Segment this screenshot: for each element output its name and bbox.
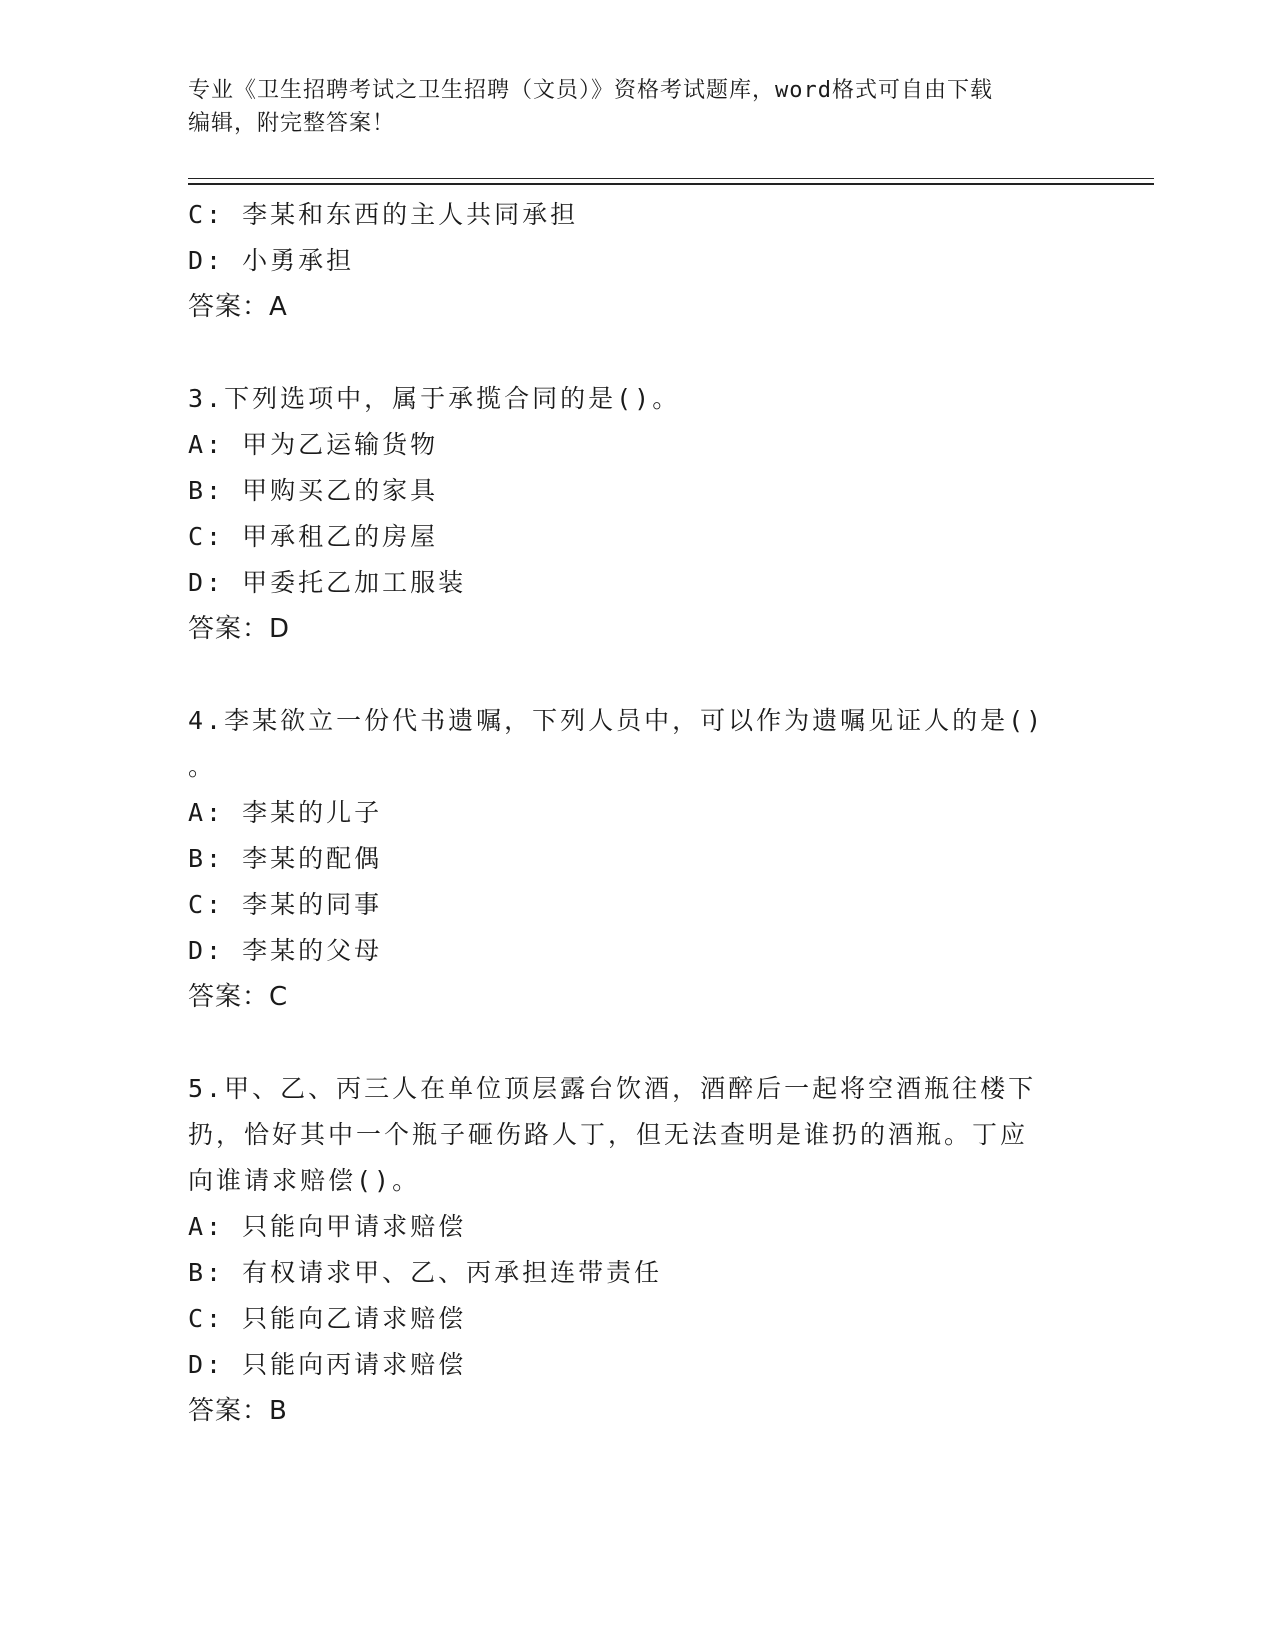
question-stem-line-1: 5.甲、乙、丙三人在单位顶层露台饮酒，酒醉后一起将空酒瓶往楼下 — [188, 1074, 1037, 1103]
question-4 — [188, 698, 1068, 1020]
spacer — [188, 652, 1068, 698]
option-d: D: 李某的父母 — [188, 936, 383, 965]
answer-line: 答案：C — [188, 982, 289, 1012]
option-c: C: 甲承租乙的房屋 — [188, 522, 439, 551]
question-stem-line-2: 扔，恰好其中一个瓶子砸伤路人丁，但无法查明是谁扔的酒瓶。丁应 — [188, 1120, 1029, 1149]
question-stem: 3.下列选项中，属于承揽合同的是()。 — [188, 384, 681, 413]
header-divider-thin — [188, 178, 1154, 179]
document-header — [188, 74, 1068, 140]
option-a: A: 甲为乙运输货物 — [188, 430, 439, 459]
question-stem-line-1: 4.李某欲立一份代书遗嘱，下列人员中，可以作为遗嘱见证人的是() — [188, 706, 1045, 735]
option-b: B: 甲购买乙的家具 — [188, 476, 439, 505]
option-c: C: 李某和东西的主人共同承担 — [188, 200, 579, 229]
question-list — [188, 192, 1068, 1434]
question-stem-line-2: 。 — [188, 752, 217, 781]
option-c: C: 李某的同事 — [188, 890, 383, 919]
option-b: B: 有权请求甲、乙、丙承担连带责任 — [188, 1258, 663, 1287]
question-5 — [188, 1066, 1068, 1434]
header-line-1: 专业《卫生招聘考试之卫生招聘（文员）》资格考试题库，word格式可自由下载 — [188, 78, 993, 103]
header-divider-thick — [188, 183, 1154, 185]
question-stem-line-3: 向谁请求赔偿()。 — [188, 1166, 421, 1195]
spacer — [188, 1020, 1068, 1066]
question-3 — [188, 376, 1068, 652]
option-d: D: 甲委托乙加工服装 — [188, 568, 467, 597]
question-2-tail — [188, 192, 1068, 330]
option-c: C: 只能向乙请求赔偿 — [188, 1304, 467, 1333]
header-line-2: 编辑，附完整答案！ — [188, 111, 396, 136]
answer-line: 答案：A — [188, 292, 288, 322]
option-a: A: 只能向甲请求赔偿 — [188, 1212, 467, 1241]
option-b: B: 李某的配偶 — [188, 844, 383, 873]
option-a: A: 李某的儿子 — [188, 798, 383, 827]
option-d: D: 小勇承担 — [188, 246, 355, 275]
answer-line: 答案：B — [188, 1396, 288, 1426]
option-d: D: 只能向丙请求赔偿 — [188, 1350, 467, 1379]
spacer — [188, 330, 1068, 376]
answer-line: 答案：D — [188, 614, 291, 644]
